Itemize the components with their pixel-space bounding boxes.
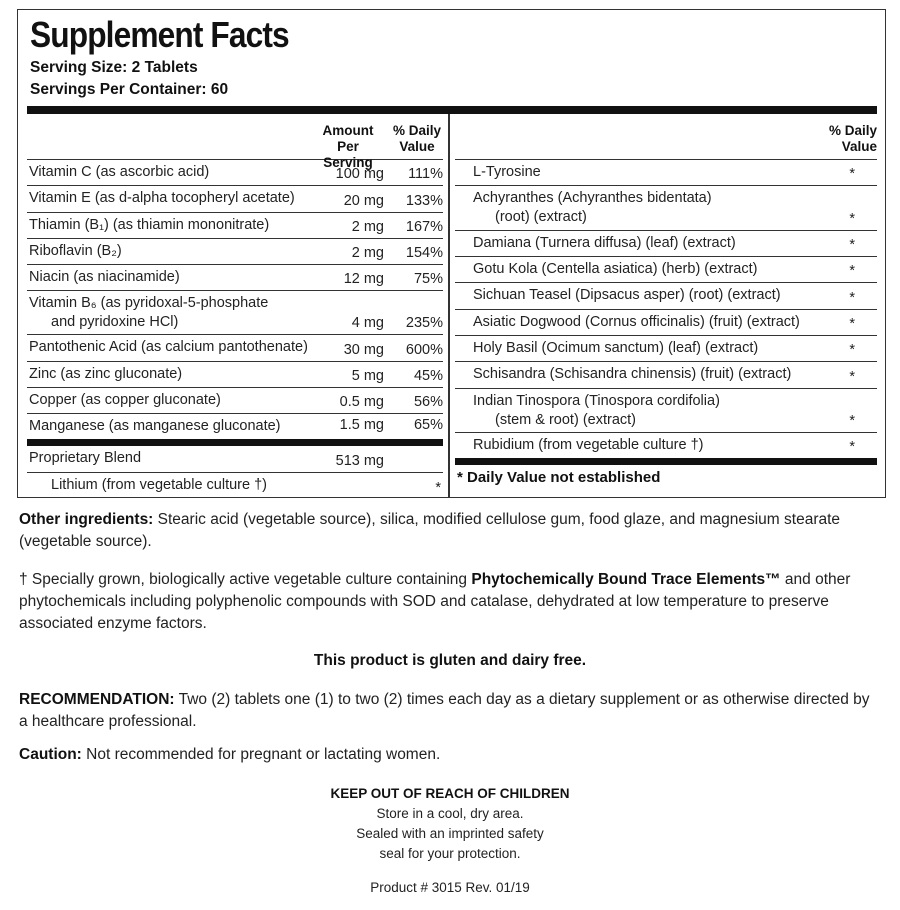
culture-note-rest: and other phytochemicals including polyphenolic compounds with SOD and catalase, dehydrated at low temperature to preserve associated enzyme factors. [19,571,851,632]
supplement-facts-panel [17,9,886,498]
botanical-dv: * [849,315,855,332]
nutrient-name: Manganese (as manganese gluconate) [29,418,281,435]
blend-item-row [27,473,443,499]
nutrient-dv: 111% [408,166,443,183]
right-table-header [455,114,877,160]
nutrient-name: Pantothenic Acid (as calcium pantothenate) [29,339,308,356]
nutrient-amount: 4 mg [351,315,384,332]
nutrient-amount: 1.5 mg [339,417,384,434]
nutrient-amount: 2 mg [351,218,384,235]
blend-item-dv: * [435,479,441,496]
nutrient-row [27,213,443,239]
nutrient-dv: 167% [405,218,443,235]
nutrient-name: Niacin (as niacinamide) [29,269,180,286]
nutrient-amount: 5 mg [351,368,384,385]
other-ingredients-text: Stearic acid (vegetable source), silica, modified cellulose gum, food glaze, and magnesium stearate (vegetable source). [19,511,841,550]
botanical-name: Schisandra (Schisandra chinensis) (fruit) (extract) [473,366,792,383]
botanical-name: Sichuan Teasel (Dipsacus asper) (root) (extract) [473,287,781,304]
nutrient-name: Vitamin B₆ (as pyridoxal-5-phosphate and pyridoxine HCl) [29,295,269,331]
botanical-name: Asiatic Dogwood (Cornus officinalis) (fruit) (extract) [473,313,800,330]
caution-label: Caution: [19,746,82,763]
botanical-row [455,389,877,434]
botanical-row [455,231,877,257]
nutrient-dv: 45% [413,368,443,385]
botanical-dv: * [849,342,855,359]
botanical-row [455,310,877,336]
nutrient-row [27,388,443,414]
storage-line-1: Store in a cool, dry area. [376,806,524,821]
product-code: Product # 3015 Rev. 01/19 [370,880,530,895]
botanical-row [455,186,877,231]
botanical-name: L-Tyrosine [473,164,541,180]
botanical-dv: * [849,237,855,254]
culture-note-trademark: Phytochemically Bound Trace Elements™ [471,571,781,588]
servings-per-container: Servings Per Container: 60 [30,81,229,98]
nutrient-name: Thiamin (B₁) (as thiamin mononitrate) [29,216,270,233]
botanical-row [455,160,877,186]
other-ingredients [19,509,881,553]
botanical-name: Rubidium (from vegetable culture †) [473,437,704,454]
nutrient-row [27,362,443,388]
botanical-name: Holy Basil (Ocimum sanctum) (leaf) (extract) [473,339,759,356]
nutrient-amount: 2 mg [351,245,384,262]
nutrient-dv: 65% [413,417,443,434]
botanical-dv: * [849,210,855,227]
caution-text: Not recommended for pregnant or lactating women. [81,746,441,763]
botanical-dv: * [849,263,855,280]
col-dv-header: % Daily Value [392,123,442,154]
storage-heading: KEEP OUT OF REACH OF CHILDREN [330,786,570,801]
botanical-name: Indian Tinospora (Tinospora cordifolia) (stem & root) (extract) [473,392,720,428]
nutrient-dv: 75% [413,271,443,288]
col-amount-header: Amount Per Serving [322,123,374,170]
nutrient-dv: 600% [405,341,443,358]
nutrient-row [27,265,443,291]
nutrient-amount: 100 mg [335,166,384,183]
nutrient-name: Vitamin E (as d-alpha tocopheryl acetate) [29,190,295,207]
botanical-name: Gotu Kola (Centella asiatica) (herb) (extract) [473,261,758,278]
gluten-note: This product is gluten and dairy free. [313,652,587,669]
botanical-row [455,283,877,309]
col-dv-header-right: % Daily Value [828,123,877,154]
botanical-dv: * [849,368,855,385]
column-divider [448,114,450,497]
header-divider [27,106,877,114]
nutrient-row [27,239,443,265]
storage-line-2: Sealed with an imprinted safety [356,826,544,841]
nutrient-dv: 235% [405,315,443,332]
nutrient-row [27,160,443,186]
dv-footnote: * Daily Value not established [457,469,661,487]
nutrient-amount: 0.5 mg [339,394,384,411]
botanical-name: Achyranthes (Achyranthes bidentata) (root) (extract) [473,190,712,226]
caution [19,744,881,766]
botanical-dv: * [849,439,855,456]
nutrient-row [27,414,443,446]
blend-name: Proprietary Blend [29,450,142,467]
botanical-row [455,336,877,362]
culture-note [19,569,881,635]
recommendation [19,689,881,733]
recommendation-label: RECOMMENDATION: [19,691,175,708]
blend-amount: 513 mg [335,452,384,469]
proprietary-blend-row [27,446,443,472]
nutrient-dv: 154% [405,245,443,262]
storage-line-3: seal for your protection. [379,846,521,861]
botanical-dv: * [849,289,855,306]
other-ingredients-label: Other ingredients: [19,511,154,528]
botanical-dv: * [849,413,855,430]
nutrient-dv: 133% [405,192,443,209]
nutrient-name: Copper (as copper gluconate) [29,392,221,409]
nutrient-dv: 56% [413,394,443,411]
nutrient-name: Riboflavin (B₂) [29,242,122,259]
recommendation-text: Two (2) tablets one (1) to two (2) times each day as a dietary supplement or as otherwise directed by a healthcare professional. [19,691,870,730]
nutrient-row [27,291,443,335]
botanical-name: Damiana (Turnera diffusa) (leaf) (extract) [473,234,736,251]
nutrient-name: Vitamin C (as ascorbic acid) [29,164,210,180]
nutrient-amount: 30 mg [343,341,384,358]
left-table-header [27,114,443,170]
botanical-row [455,433,877,465]
storage-block [0,784,900,864]
nutrient-row [27,186,443,212]
nutrient-table-left [27,114,443,499]
facts-title: Supplement Facts [30,14,289,55]
nutrient-amount: 12 mg [343,271,384,288]
nutrient-name: Zinc (as zinc gluconate) [29,365,183,382]
botanical-dv: * [849,166,855,183]
blend-item-name: Lithium (from vegetable culture †) [51,476,267,493]
nutrient-amount: 20 mg [343,192,384,209]
botanical-row [455,362,877,388]
nutrient-table-right [455,114,877,486]
serving-size: Serving Size: 2 Tablets [30,59,198,76]
botanical-row [455,257,877,283]
nutrient-row [27,335,443,361]
culture-note-lead: † Specially grown, biologically active vegetable culture containing [19,571,472,588]
